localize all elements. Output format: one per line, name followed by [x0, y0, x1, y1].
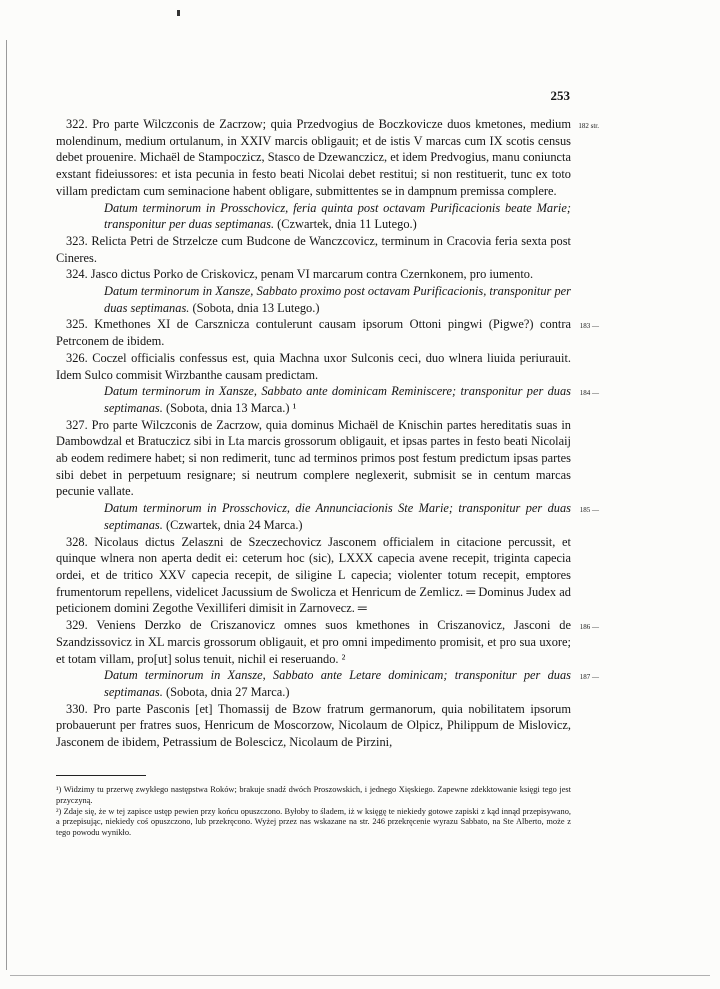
entry-number: 323.: [66, 233, 88, 248]
footnote: ²) Zdaje się, że w tej zapisce ustęp pewien przy końcu opuszczono. Byłoby to śladem, iż w księgę te niekiedy gotowe zapiski z kąd innąd przepisywano, a przepisując, niekiedy coś opuszczono, lub przekręcono. Wyżej przez nas wskazane na str. 246 przekręcenie wyrazu Sabbato, na Ste Alberto, może z tego powodu wynikło.: [56, 806, 571, 838]
entry-datum: [104, 383, 599, 416]
page-number: 253: [550, 88, 570, 103]
entry: [56, 701, 571, 751]
entry-datum: [104, 200, 571, 233]
margin-reference: 182 str.: [578, 122, 599, 130]
entry: [56, 534, 571, 618]
entry-text: Veniens Derzko de Criszanovicz omnes suos kmethones in Criszanovicz, Jasconi de Szandzissovicz in XL marcis grossorum obligauit, et pro omni impedimento promisit, et pro sua uxore; et totam villam, pro[ut] solus tenuit, nichil ei reseruando. ²: [56, 618, 572, 666]
entry-datum: [104, 283, 571, 316]
entry: [56, 266, 571, 283]
datum-latin: Datum terminorum in Xansze, Sabbato ante dominicam Reminiscere; transponitur per duas septimanas.: [104, 384, 571, 415]
entry-text: Jasco dictus Porko de Criskovicz, penam VI marcarum contra Czernkonem, pro iumento.: [90, 267, 534, 282]
margin-reference: 187 —: [579, 673, 599, 682]
footnote-separator: [56, 775, 146, 776]
entry-text: Coczel officialis confessus est, quia Machna uxor Sulconis ceci, duo wlnera liuida periurauit. Idem Sulco commisit Wirzbanthe causam predictam.: [56, 350, 571, 382]
datum-date: (Sobota, dnia 13 Lutego.): [192, 300, 320, 315]
entry-number: 328.: [66, 534, 88, 549]
entry: [56, 233, 571, 266]
margin-reference: 186 —: [579, 623, 599, 632]
entry: [56, 316, 599, 349]
entry: [56, 417, 571, 501]
datum-latin: Datum terminorum in Prosschovicz, feria quinta post octavam Purificacionis beate Marie; transponitur per duas septimanas.: [104, 200, 571, 232]
entry-text: Pro parte Wilczconis de Zacrzow; quia Przedvogius de Boczkovicze duos kmetones, medium molendinum, medium ortulanum, in XXIV marcis obligauit; et de istis V marcas cum IX scotis census debet prouenire. Michaël de Stampoczicz, Stasco de Dzewanczicz, et idem Predvogius, manu coniuncta exstant fideiussores: et ista pecunia in festo beati Nicolai debet restitui; si non restituerit, tunc ex toto villam predictam cum seminacione habent obligare, submittentes se in dampnum premissa complere.: [56, 117, 571, 198]
footnotes: [56, 785, 571, 839]
entry-number: 330.: [66, 701, 88, 716]
page-edge-bottom: [10, 975, 710, 976]
entry-number: 329.: [66, 618, 88, 633]
datum-latin: Datum terminorum in Prosschovicz, die Annunciacionis Ste Marie; transponitur per duas septimanas.: [104, 501, 571, 532]
page-edge-left: [6, 40, 7, 970]
margin-reference: 184 —: [579, 389, 599, 398]
entry-text: Relicta Petri de Strzelcze cum Budcone de Wanczcovicz, terminum in Cracovia feria sexta post Cineres.: [56, 233, 571, 265]
margin-reference: 183 —: [579, 322, 599, 331]
entry-datum: [104, 500, 599, 533]
datum-date: (Sobota, dnia 13 Marca.) ¹: [165, 400, 297, 415]
entry-number: 324.: [66, 267, 88, 282]
entry: [56, 350, 571, 383]
entry-text: Kmethones XI de Carsznicza contulerunt causam ipsorum Ottoni pingwi (Pigwe?) contra Petrconem de ibidem.: [56, 317, 571, 349]
entry-number: 327.: [66, 417, 88, 432]
entry-datum: [104, 667, 599, 700]
datum-date: (Sobota, dnia 27 Marca.): [165, 684, 290, 699]
entry: [56, 116, 599, 200]
entry-text: Nicolaus dictus Zelaszni de Szeczechovicz Jasconem officialem in citacione percussit, et quinque wlnera non aperta dedit ei: ceterum hoc (sic), LXXX capecia avene recepit, triginta capecia ordei, et de tritico XXV capecia recepit, de siligine L capecia; violenter totum recepit, emptores frumentorum repellens, videlicet Jacussium de Swolicza et Henricum de Zemlicz. ═ Dominus Judex ad peticionem domini Zegothe Vexilliferi dimisit in Zarnovecz. ═: [56, 534, 571, 616]
datum-latin: Datum terminorum in Xansze, Sabbato proximo post octavam Purificacionis, transponitur per duas septimanas.: [104, 284, 571, 315]
footnote: ¹) Widzimy tu przerwę zwykłego następstwa Roków; brakuje snadź dwóch Proszowskich, i jednego Xięskiego. Zapewne zdekktowanie księgi tego jest przyczyną.: [56, 785, 571, 805]
entry-number: 322.: [66, 117, 88, 131]
entry-number: 325.: [66, 317, 88, 332]
margin-reference: 185 —: [579, 506, 599, 515]
datum-latin: Datum terminorum in Xansze, Sabbato ante Letare dominicam; transponitur per duas septimanas.: [104, 668, 571, 699]
entry: [56, 617, 599, 667]
entry-number: 326.: [66, 350, 88, 365]
entry-text: Pro parte Wilczconis de Zacrzow, quia dominus Michaël de Knischin partes hereditatis suas in Dambowdzal et Bratuczicz sibi in Lta marcis grossorum obligauit, et ipsas partes in festo beati Nicolaij ab eodem redimere habet; si non redimerit, tunc ad terminos primos post festum predictum ipsas partes sibi debet in perpetuum resignare; si neutrum complere neglexerit, submisit se in centum marcas pecunie vallate.: [56, 417, 571, 499]
datum-date: (Czwartek, dnia 24 Marca.): [165, 517, 303, 532]
print-speck: [177, 10, 180, 16]
entry-text: Pro parte Pasconis [et] Thomassij de Bzow fratrum germanorum, quia nobilitatem ipsorum probauerunt per fratres suos, Henricum de Moscorzow, Nicolaum de Olpicz, Philippum de Mislovicz, Jasconem de ibidem, Petrassium de Bolescicz, Nicolaum de Pirzini,: [56, 701, 571, 750]
document-body: [56, 116, 599, 751]
datum-date: (Czwartek, dnia 11 Lutego.): [277, 217, 417, 232]
